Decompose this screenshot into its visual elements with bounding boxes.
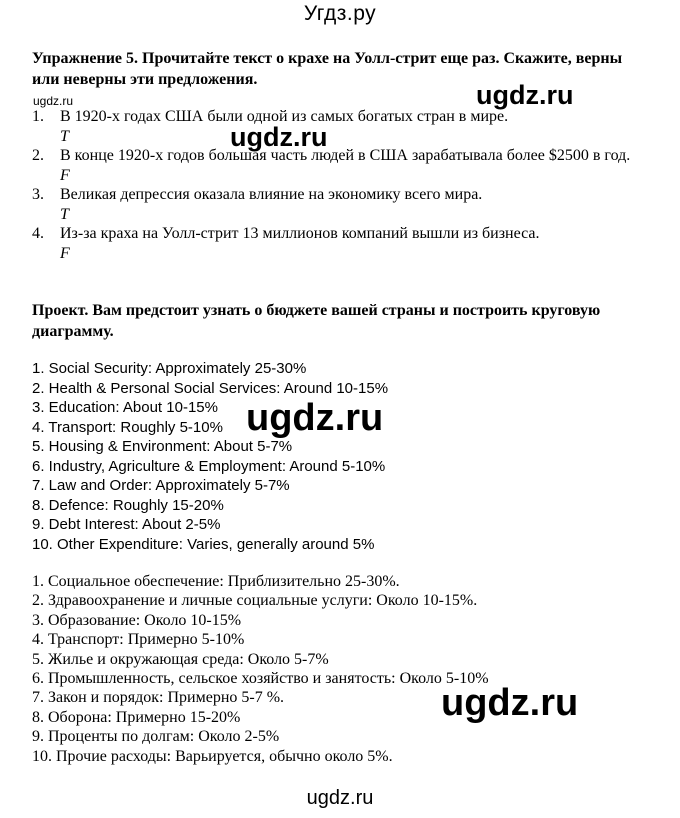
list-item: 1. Social Security: Approximately 25-30% [32, 360, 307, 377]
list-item: 2. Здравоохранение и личные социальные услуги: Около 10-15%. [32, 592, 478, 610]
list-item: 10. Other Expenditure: Varies, generally around 5% [32, 535, 375, 553]
question-text: В 1920-х годах США были одной из самых богатых стран в мире. [60, 108, 509, 125]
list-item: 9. Проценты по долгам: Около 2-5% [32, 728, 280, 746]
question-number: 1. [32, 108, 44, 125]
site-title[interactable]: Угдз.ру [303, 2, 377, 25]
question-item [32, 224, 632, 263]
list-item: 2. Health & Personal Social Services: Around 10-15% [32, 379, 389, 397]
watermark: ugdz.ru [246, 397, 384, 439]
list-item: 8. Оборона: Примерно 15-20% [32, 708, 241, 726]
budget-list-russian [32, 572, 652, 766]
list-item: 4. Transport: Roughly 5-10% [32, 418, 223, 436]
list-item: 4. Транспорт: Примерно 5-10% [32, 631, 245, 649]
list-item: 1. Социальное обеспечение: Приблизительно 25-30%. [32, 573, 400, 590]
question-item [32, 107, 632, 146]
question-number: 2. [32, 147, 44, 164]
question-answer: F [60, 245, 70, 262]
question-number: 4. [32, 225, 44, 242]
list-item: 3. Education: About 10-15% [32, 399, 218, 416]
list-item: 5. Жилье и окружающая среда: Около 5-7% [32, 650, 329, 668]
question-item [32, 146, 632, 185]
list-item: 3. Образование: Около 10-15% [32, 611, 242, 629]
watermark: ugdz.ru [476, 80, 574, 110]
question-text: Из-за краха на Уолл-стрит 13 миллионов компаний вышли из бизнеса. [60, 225, 540, 242]
question-item [32, 185, 632, 224]
list-item: 9. Debt Interest: About 2-5% [32, 516, 221, 533]
list-item: 7. Закон и порядок: Примерно 5-7 %. [32, 689, 285, 707]
question-number: 3. [32, 186, 44, 203]
question-answer: F [60, 167, 70, 184]
watermark: ugdz.ru [441, 682, 579, 724]
watermark: ugdz.ru [230, 122, 328, 152]
list-item: 6. Industry, Agriculture & Employment: Around 5-10% [32, 457, 386, 475]
small-watermark: ugdz.ru [33, 94, 74, 108]
questions-list [32, 107, 632, 263]
list-item: 6. Промышленность, сельское хозяйство и занятость: Около 5-10% [32, 670, 489, 688]
question-text: В конце 1920-х годов большая часть людей в США зарабатывала более $2500 в год. [60, 147, 631, 164]
list-item: 10. Прочие расходы: Варьируется, обычно около 5%. [32, 747, 393, 765]
list-item: 5. Housing & Environment: About 5-7% [32, 438, 293, 455]
project-heading: Проект. Вам предстоит узнать о бюджете вашей страны и построить круговую диаграмму. [32, 302, 601, 340]
list-item: 8. Defence: Roughly 15-20% [32, 496, 224, 514]
question-text: Великая депрессия оказала влияние на экономику всего мира. [60, 186, 483, 203]
list-item: 7. Law and Order: Approximately 5-7% [32, 477, 290, 494]
question-answer: T [60, 128, 69, 145]
budget-list-english [32, 359, 652, 554]
question-answer: T [60, 206, 69, 223]
footer-link[interactable]: ugdz.ru [306, 787, 374, 809]
exercise-heading: Упражнение 5. Прочитайте текст о крахе на Уолл-стрит еще раз. Скажите, верны или неверны эти предложения. [32, 50, 623, 88]
